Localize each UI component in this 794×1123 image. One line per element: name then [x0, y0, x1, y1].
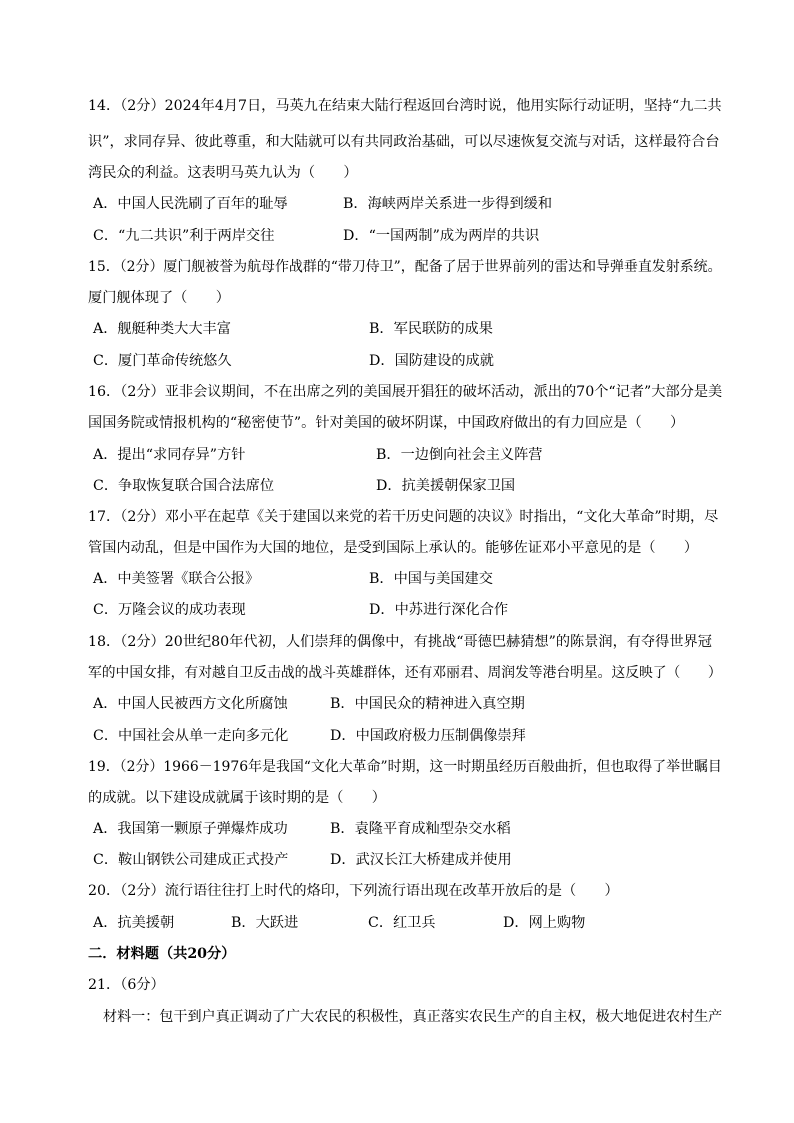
option-b: B．海峡两岸关系进一步得到缓和 [343, 196, 553, 212]
section-heading: 二．材料题（共20分） [88, 946, 236, 962]
question-stem-line: 厦门舰体现了（ ） [88, 290, 230, 306]
option-c: C．争取恢复联合国合法席位 [93, 478, 275, 494]
option-d: D．抗美援朝保家卫国 [376, 478, 516, 494]
question-stem-line: 16．（2分）亚非会议期间，不在出席之列的美国展开猖狂的破坏活动，派出的70个“记者”大部分是美 [88, 384, 723, 400]
option-a: A．提出“求同存异”方针 [93, 447, 246, 463]
material-one-line: 材料一：包干到户真正调动了广大农民的积极性，真正落实农民生产的自主权，极大地促进农村生产 [103, 1009, 723, 1025]
option-d: D．中国政府极力压制偶像崇拜 [330, 728, 526, 744]
question-stem-line: 湾民众的利益。这表明马英九认为（ ） [88, 165, 358, 181]
option-a: A．中国人民被西方文化所腐蚀 [93, 696, 288, 712]
option-a: A．舰艇种类大大丰富 [93, 321, 231, 337]
option-b: B．大跃进 [231, 915, 299, 931]
question-stem-line: 管国内动乱，但是中国作为大国的地位，是受到国际上承认的。能够佐证邓小平意见的是（ ） [88, 540, 699, 556]
option-b: B．中国民众的精神进入真空期 [330, 696, 525, 712]
option-c: C．鞍山钢铁公司建成正式投产 [93, 852, 289, 868]
question-stem-line: 识”，求同存异、彼此尊重，和大陆就可以有共同政治基础，可以尽速恢复交流与对话，这样最符合台 [88, 134, 720, 150]
option-d: D．国防建设的成就 [369, 353, 494, 369]
question-stem-line: 17．（2分）邓小平在起草《关于建国以来党的若干历史问题的决议》时指出，“文化大革命”时期，尽 [88, 509, 719, 525]
question-stem-line: 19．（2分）1966－1976年是我国“文化大革命”时期，这一时期虽经历百般曲折，但也取得了举世瞩目 [88, 759, 722, 775]
option-d: D．网上购物 [503, 915, 586, 931]
option-d: D．武汉长江大桥建成并使用 [330, 852, 512, 868]
option-b: B．军民联防的成果 [369, 321, 493, 337]
question-stem-line: 20．（2分）流行语往往打上时代的烙印，下列流行语出现在改革开放后的是（ ） [88, 883, 619, 899]
option-c: C．万隆会议的成功表现 [93, 602, 246, 618]
option-b: B．中国与美国建交 [369, 571, 493, 587]
option-a: A．抗美援朝 [93, 915, 175, 931]
question-21-header: 21．（6分） [88, 977, 165, 993]
question-stem-line: 国国务院或情报机构的“秘密使节”。针对美国的破坏阴谋，中国政府做出的有力回应是（ ） [88, 415, 685, 431]
option-c: C．厦门革命传统悠久 [93, 353, 232, 369]
question-stem-line: 18．（2分）20世纪80年代初，人们崇拜的偶像中，有挑战“哥德巴赫猜想”的陈景润，有夺得世界冠 [88, 634, 712, 650]
option-c: C．红卫兵 [368, 915, 436, 931]
option-b: B．袁隆平育成籼型杂交水稻 [330, 821, 511, 837]
option-c: C．中国社会从单一走向多元化 [93, 728, 289, 744]
question-stem-line: 的成就。以下建设成就属于该时期的是（ ） [88, 790, 386, 806]
option-c: C．“九二共识”利于两岸交往 [93, 228, 275, 244]
option-d: D．中苏进行深化合作 [369, 602, 509, 618]
question-stem-line: 15．（2分）厦门舰被誉为航母作战群的“带刀侍卫”，配备了居于世界前列的雷达和导弹垂直发射系统。 [88, 259, 722, 275]
question-stem-line: 军的中国女排，有对越自卫反击战的战斗英雄群体，还有邓丽君、周润发等港台明星。这反映了（ ） [88, 665, 722, 681]
option-a: A．中国人民洗刷了百年的耻辱 [93, 196, 288, 212]
question-stem-line: 14．（2分）2024年4月7日，马英九在结束大陆行程返回台湾时说，他用实际行动证明，坚持“九二共 [88, 98, 722, 114]
option-b: B．一边倒向社会主义阵营 [376, 447, 543, 463]
option-a: A．我国第一颗原子弹爆炸成功 [93, 821, 288, 837]
option-a: A．中美签署《联合公报》 [93, 571, 260, 587]
option-d: D．“一国两制”成为两岸的共识 [343, 228, 540, 244]
